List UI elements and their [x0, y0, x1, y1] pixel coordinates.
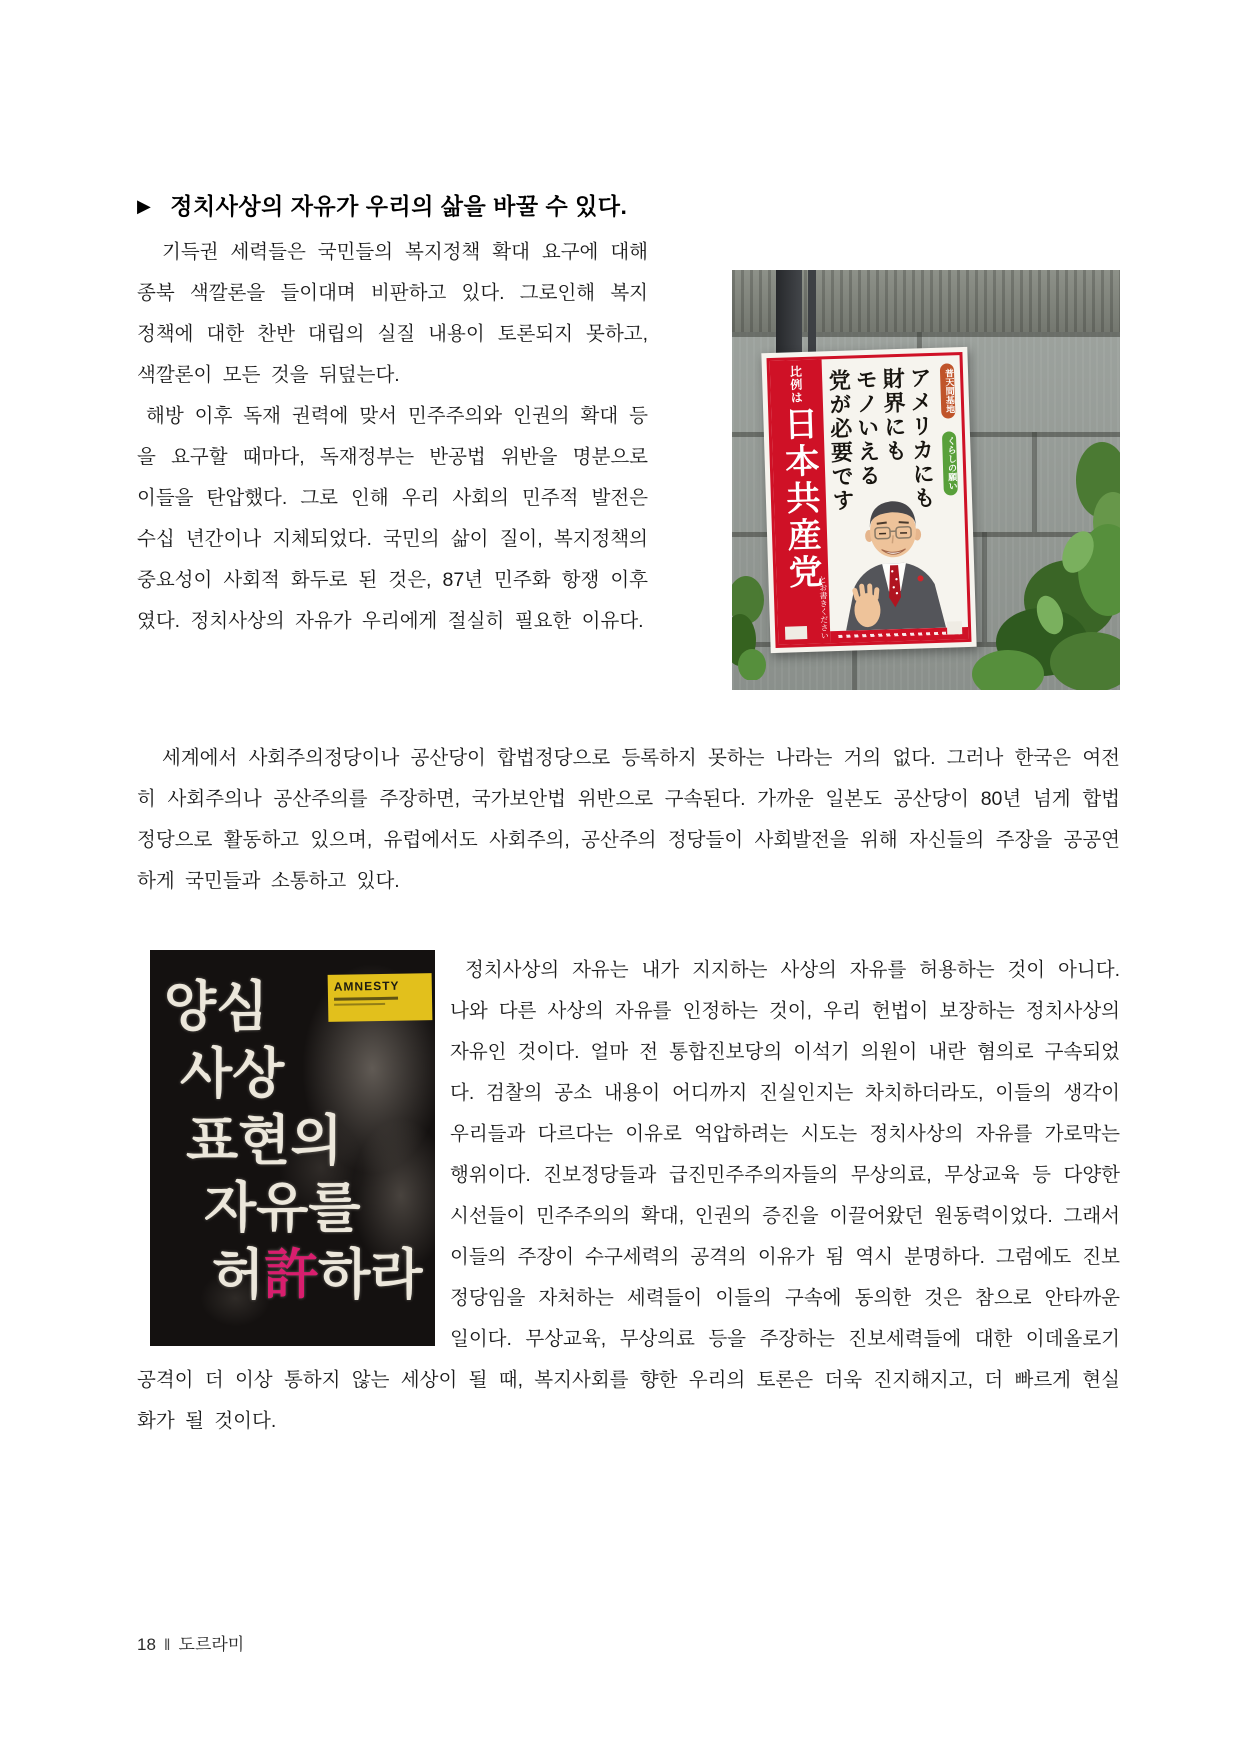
poster-red-band: [770, 359, 831, 644]
jcp-poster-photo: [732, 270, 1120, 690]
poster-slogan-column: モノいえる: [852, 367, 882, 489]
poster-slogan-column: 党が必要です: [825, 368, 856, 514]
cover-title-line: 사상: [180, 1044, 285, 1104]
page-number: 18: [137, 1635, 156, 1654]
jcp-poster: [761, 347, 976, 653]
poster-badge-kurashi: くらしの願い: [942, 431, 958, 495]
poster-logo-mark: [785, 626, 807, 640]
cover-title-line: 표현의: [186, 1111, 343, 1171]
poster-write-instruction: とお書きください: [818, 575, 830, 640]
poster-slogan-column: 財界にも: [879, 366, 908, 464]
amnesty-sticker-text: AMNESTY: [333, 978, 400, 994]
section-world: [137, 738, 1120, 902]
body-paragraph: 기득권 세력들은 국민들의 복지정책 확대 요구에 대해 종북 색깔론을 들이대며 비판하고 있다. 그로인해 복지 정책에 대한 찬반 대립의 실질 내용이 토론되지 못하고, 색깔론이 모든 것을 뒤덮는다.: [137, 241, 648, 386]
section-freedom: [137, 950, 1120, 1442]
page-footer: [137, 1630, 244, 1655]
poster-red-frame: [766, 352, 971, 648]
poster-slogan-column: アメリカにも: [906, 365, 937, 511]
cover-title-line: [212, 1242, 423, 1309]
cover-title-line: 양심: [164, 977, 269, 1037]
cover-title-hanja: 許: [264, 1245, 319, 1305]
body-paragraph: 정치사상의 자유는 내가 지지하는 사상의 자유를 허용하는 것이 아니다. 나와 다른 사상의 자유를 인정하는 것이, 우리 헌법이 보장하는 정치사상의 자유인 것이다. 얼마 전 통합진보당의 이석기 의원이 내란 혐의로 구속되었다. 검찰의 공소 내용이 어디까지 진실인지는 차치하더라도, 이들의 생각이 우리들과 다르다는 이유로 억압하려는 시도는 정치사상의 자유를 가로막는 행위이다. 진보정당들과 급진민주주의자들의 무상의료, 무상교육 등 다양한 시선들이 민주주의의 확대, 인권의 증진을 이끌어왔던 원동력이었다. 그래서 이들의 주장이 수구세력의 공격의 이유가 됨 역시 분명하다. 그럼에도 진보정당임을 자처하는 세력들이 이들의 구속에 동의한 것은 참으로 안타까운 일이다. 무상교육, 무상의료 등을 주장하는 진보세력들에 대한 이데올로기 공격이 더 이상 통하지 않는 세상이 될 때, 복지사회를 향한 우리의 토론은 더욱 진지해지고, 더 빠르게 현실화가 될 것이다.: [137, 959, 1120, 1432]
cover-title-post: 하라: [318, 1245, 423, 1305]
page-title: [137, 188, 1120, 226]
poster-proportional-label: 比例は: [788, 365, 804, 405]
section-intro: [137, 232, 1120, 698]
poster-logo-mark: [947, 621, 962, 634]
poster-badge-futenma: 普天間基地: [940, 363, 956, 418]
body-paragraph: 해방 이후 독재 권력에 맞서 민주주의와 인권의 확대 등을 요구할 때마다, 독재정부는 반공법 위반을 명분으로 이들을 탄압했다. 그로 인해 우리 사회의 민주적 발전은 수십 년간이나 지체되었다. 국민의 삶이 질이, 복지정책의 중요성이 사회적 화두로 된 것은, 87년 민주화 항쟁 이후였다. 정치사상의 자유가 우리에게 절실히 필요한 이유다.: [137, 405, 648, 632]
title-arrow-icon: ▶: [137, 196, 152, 216]
poster-party-name: 日本共産党: [778, 405, 822, 592]
footer-separator: ‖: [163, 1637, 171, 1654]
page-title-text: 정치사상의 자유가 우리의 삶을 바꿀 수 있다.: [170, 193, 628, 219]
book-cover-photo: [150, 950, 435, 1346]
cover-title-line: 자유를: [204, 1178, 361, 1238]
body-paragraph: 세계에서 사회주의정당이나 공산당이 합법정당으로 등록하지 못하는 나라는 거의 없다. 그러나 한국은 여전히 사회주의나 공산주의를 주장하면, 국가보안법 위반으로 구속된다. 가까운 일본도 공산당이 80년 넘게 합법정당으로 활동하고 있으며, 유럽에서도 사회주의, 공산주의 정당들이 사회발전을 위해 자신들의 주장을 공공연하게 국민들과 소통하고 있다.: [137, 747, 1120, 892]
article-content: [137, 188, 1120, 1442]
book-cover-title: [164, 974, 423, 1309]
politician-portrait: [824, 491, 964, 631]
cover-title-pre: 허: [212, 1245, 265, 1305]
magazine-name: 도르라미: [178, 1635, 245, 1654]
